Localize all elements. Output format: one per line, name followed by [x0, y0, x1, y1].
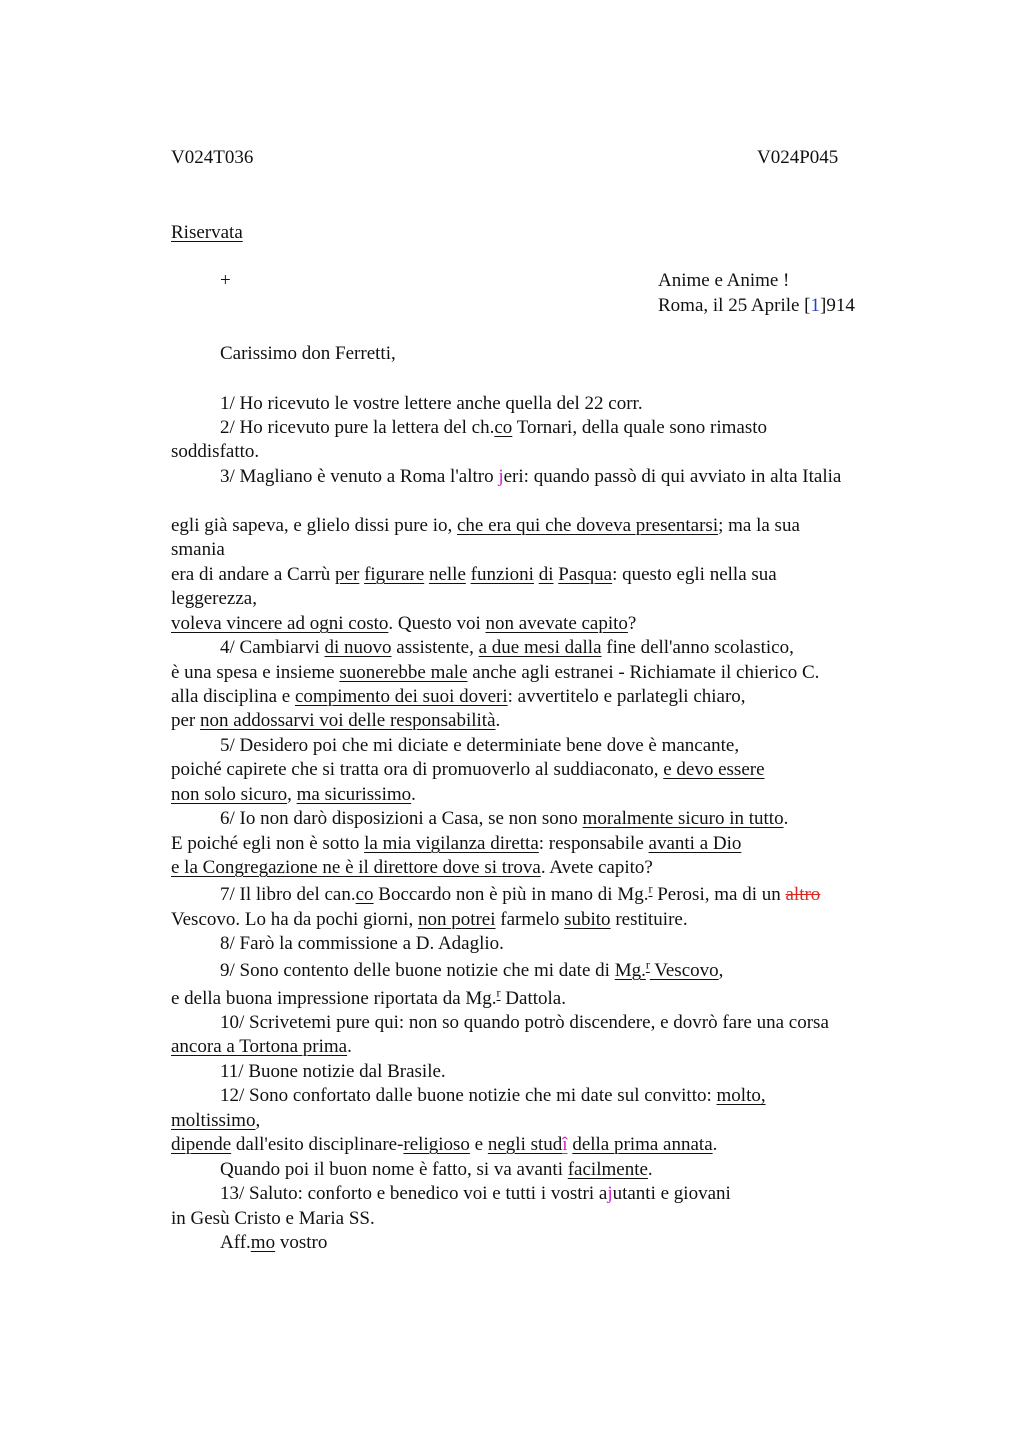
salutation: Carissimo don Ferretti,	[220, 343, 396, 364]
date-digit: 1	[810, 295, 821, 316]
paragraph-7: 7/ Il libro del can.co Boccardo non è più in mano di Mg.$^r$ Perosi, ma di un altro	[220, 881, 821, 905]
paragraph-12-line-4: Quando poi il buon nome è fatto, si va avanti facilmente.	[220, 1159, 653, 1180]
paragraph-5-line-2: poiché capirete che si tratta ora di promuoverlo al suddiaconato, e devo essere	[171, 759, 765, 780]
paragraph-12: 12/ Sono confortato dalle buone notizie che mi date sul convitto: molto,	[220, 1085, 766, 1106]
struck-word: altro	[785, 884, 821, 905]
paragraph-2: 2/ Ho ricevuto pure la lettera del ch.co Tornari, della quale sono rimasto	[220, 417, 768, 438]
paragraph-9-line-2: e della buona impressione riportata da Mg.$^r$ Dattola.	[171, 985, 566, 1009]
date-line: Roma, il 25 Aprile [1]914	[658, 295, 855, 316]
paragraph-11: 11/ Buone notizie dal Brasile.	[220, 1061, 446, 1082]
paragraph-7-line-2: Vescovo. Lo ha da pochi giorni, non potrei farmelo subito restituire.	[171, 909, 688, 930]
paragraph-1: 1/ Ho ricevuto le vostre lettere anche quella del 22 corr.	[220, 393, 643, 414]
paragraph-3: 3/ Magliano è venuto a Roma l'altro jeri: quando passò di qui avviato in alta Italia	[220, 466, 842, 487]
cross-sign: +	[220, 270, 231, 291]
paragraph-9: 9/ Sono contento delle buone notizie che mi date di Mg.$^r$ Vescovo,	[220, 957, 724, 981]
paragraph-6-line-3: e la Congregazione ne è il direttore dove si trova. Avete capito?	[171, 857, 653, 878]
confidential-heading: Riservata	[171, 222, 243, 243]
paragraph-13: 13/ Saluto: conforto e benedico voi e tutti i vostri ajutanti e giovani	[220, 1183, 731, 1204]
paragraph-3-line-3: smania	[171, 539, 225, 560]
paragraph-6-line-2: E poiché egli non è sotto la mia vigilanza diretta: responsabile avanti a Dio	[171, 833, 742, 854]
paragraph-4-line-4: per non addossarvi voi delle responsabilità.	[171, 710, 501, 731]
paragraph-5-line-3: non solo sicuro, ma sicurissimo.	[171, 784, 416, 805]
motto: Anime e Anime !	[658, 270, 790, 291]
paragraph-5: 5/ Desidero poi che mi diciate e determiniate bene dove è mancante,	[220, 735, 740, 756]
paragraph-4-line-2: è una spesa e insieme suonerebbe male anche agli estranei - Richiamate il chierico C.	[171, 662, 820, 683]
paragraph-12-line-3: dipende dall'esito disciplinare-religioso e negli studî della prima annata.	[171, 1134, 718, 1155]
paragraph-13-line-2: in Gesù Cristo e Maria SS.	[171, 1208, 375, 1229]
paragraph-10: 10/ Scrivetemi pure qui: non so quando potrò discendere, e dovrò fare una corsa	[220, 1012, 829, 1033]
paragraph-3-line-4: era di andare a Carrù per figurare nelle funzioni di Pasqua: questo egli nella sua	[171, 564, 777, 585]
paragraph-8: 8/ Farò la commissione a D. Adaglio.	[220, 933, 504, 954]
paragraph-3-line-2: egli già sapeva, e glielo dissi pure io, che era qui che doveva presentarsi; ma la sua	[171, 515, 800, 536]
paragraph-4-line-3: alla disciplina e compimento dei suoi doveri: avvertitelo e parlategli chiaro,	[171, 686, 746, 707]
paragraph-6: 6/ Io non darò disposizioni a Casa, se non sono moralmente sicuro in tutto.	[220, 808, 789, 829]
closing: Aff.mo vostro	[220, 1232, 328, 1253]
paragraph-4: 4/ Cambiarvi di nuovo assistente, a due mesi dalla fine dell'anno scolastico,	[220, 637, 794, 658]
paragraph-10-line-2: ancora a Tortona prima.	[171, 1036, 352, 1057]
paragraph-2-line-2: soddisfatto.	[171, 441, 260, 462]
paragraph-3-line-5: leggerezza,	[171, 588, 257, 609]
archive-code-right: V024P045	[757, 147, 839, 168]
paragraph-3-line-6: voleva vincere ad ogni costo. Questo voi non avevate capito?	[171, 613, 637, 634]
paragraph-12-line-2: moltissimo,	[171, 1110, 261, 1131]
archive-code-left: V024T036	[171, 147, 254, 168]
